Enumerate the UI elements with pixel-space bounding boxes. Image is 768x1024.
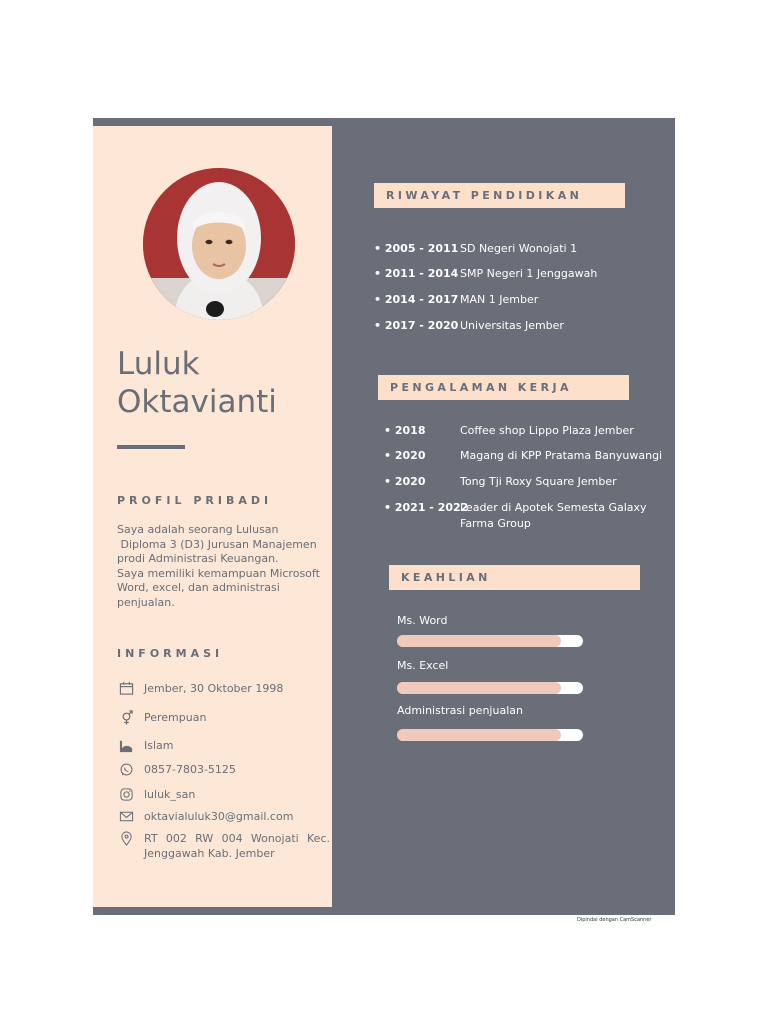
profile-line: Diploma 3 (D3) Jurusan Manajemen bbox=[117, 537, 317, 551]
education-school: MAN 1 Jember bbox=[460, 293, 539, 306]
education-years: • 2017 - 2020 bbox=[374, 319, 459, 332]
experience-row bbox=[384, 423, 634, 439]
scanner-note: Dipindai dengan CamScanner bbox=[577, 917, 652, 923]
education-section-title: RIWAYAT PENDIDIKAN bbox=[374, 183, 625, 208]
info-instagram bbox=[117, 787, 330, 802]
experience-row bbox=[384, 448, 663, 464]
skill-bar-fill bbox=[397, 682, 561, 694]
education-row bbox=[374, 241, 578, 257]
experience-row bbox=[384, 474, 617, 490]
experience-years: • 2021 - 2022 bbox=[384, 501, 469, 514]
skills-section-title: KEAHLIAN bbox=[389, 565, 640, 590]
experience-section-title: PENGALAMAN KERJA bbox=[378, 375, 629, 400]
mosque-icon bbox=[117, 738, 135, 753]
profile-description bbox=[117, 523, 327, 610]
education-years: • 2011 - 2014 bbox=[374, 267, 459, 280]
location-pin-icon bbox=[117, 831, 135, 846]
birth-text: Jember, 30 Oktober 1998 bbox=[144, 682, 284, 695]
address-text: RT 002 RW 004 Wonojati Kec. Jenggawah Kab. Jember bbox=[144, 832, 330, 860]
experience-years: • 2020 bbox=[384, 475, 426, 488]
education-row bbox=[374, 292, 539, 308]
name-underline bbox=[117, 445, 185, 449]
mail-icon bbox=[117, 809, 135, 824]
education-school: Universitas Jember bbox=[460, 319, 564, 332]
gender-icon bbox=[117, 710, 135, 725]
religion-text: Islam bbox=[144, 739, 174, 752]
full-name bbox=[117, 345, 277, 421]
info-phone bbox=[117, 762, 330, 777]
phone-text: 0857-7803-5125 bbox=[144, 763, 236, 776]
skill-label: Administrasi penjualan bbox=[397, 704, 523, 717]
email-text: oktavialuluk30@gmail.com bbox=[144, 810, 294, 823]
profile-photo-illustration bbox=[143, 168, 295, 320]
skill-bar bbox=[397, 682, 583, 694]
skill-bar-fill bbox=[397, 635, 561, 647]
education-years: • 2005 - 2011 bbox=[374, 242, 459, 255]
education-school: SD Negeri Wonojati 1 bbox=[460, 242, 578, 255]
skill-bar bbox=[397, 635, 583, 647]
skill-bar bbox=[397, 729, 583, 741]
info-address bbox=[117, 831, 330, 861]
profile-line: penjualan. bbox=[117, 595, 175, 609]
experience-job: Magang di KPP Pratama Banyuwangi bbox=[460, 449, 663, 462]
profile-line: Word, excel, dan administrasi bbox=[117, 581, 280, 594]
education-row bbox=[374, 318, 564, 334]
experience-row bbox=[384, 500, 674, 530]
info-email bbox=[117, 809, 330, 824]
profile-line: Saya adalah seorang Lulusan bbox=[117, 523, 279, 536]
experience-years: • 2018 bbox=[384, 424, 426, 437]
gender-text: Perempuan bbox=[144, 711, 207, 724]
skill-bar-fill bbox=[397, 729, 561, 741]
experience-job: Leader di Apotek Semesta Galaxy Farma Group bbox=[460, 501, 647, 530]
info-gender bbox=[117, 710, 330, 725]
last-name: Oktavianti bbox=[117, 384, 277, 420]
profile-line: prodi Administrasi Keuangan. bbox=[117, 552, 279, 565]
education-row bbox=[374, 266, 598, 282]
instagram-text: luluk_san bbox=[144, 788, 196, 801]
skill-label: Ms. Excel bbox=[397, 659, 449, 672]
first-name: Luluk bbox=[117, 346, 200, 382]
info-section-title: INFORMASI bbox=[117, 647, 224, 660]
experience-years: • 2020 bbox=[384, 449, 426, 462]
profile-photo bbox=[143, 168, 295, 320]
skill-label: Ms. Word bbox=[397, 614, 448, 627]
calendar-icon bbox=[117, 681, 135, 696]
info-religion bbox=[117, 738, 330, 753]
experience-job: Coffee shop Lippo Plaza Jember bbox=[460, 424, 634, 437]
education-years: • 2014 - 2017 bbox=[374, 293, 459, 306]
instagram-icon bbox=[117, 787, 135, 802]
whatsapp-icon bbox=[117, 762, 135, 777]
profile-section-title: PROFIL PRIBADI bbox=[117, 494, 273, 507]
info-birth bbox=[117, 681, 330, 696]
experience-job: Tong Tji Roxy Square Jember bbox=[460, 475, 617, 488]
education-school: SMP Negeri 1 Jenggawah bbox=[460, 267, 598, 280]
profile-line: Saya memiliki kemampuan Microsoft bbox=[117, 566, 320, 580]
